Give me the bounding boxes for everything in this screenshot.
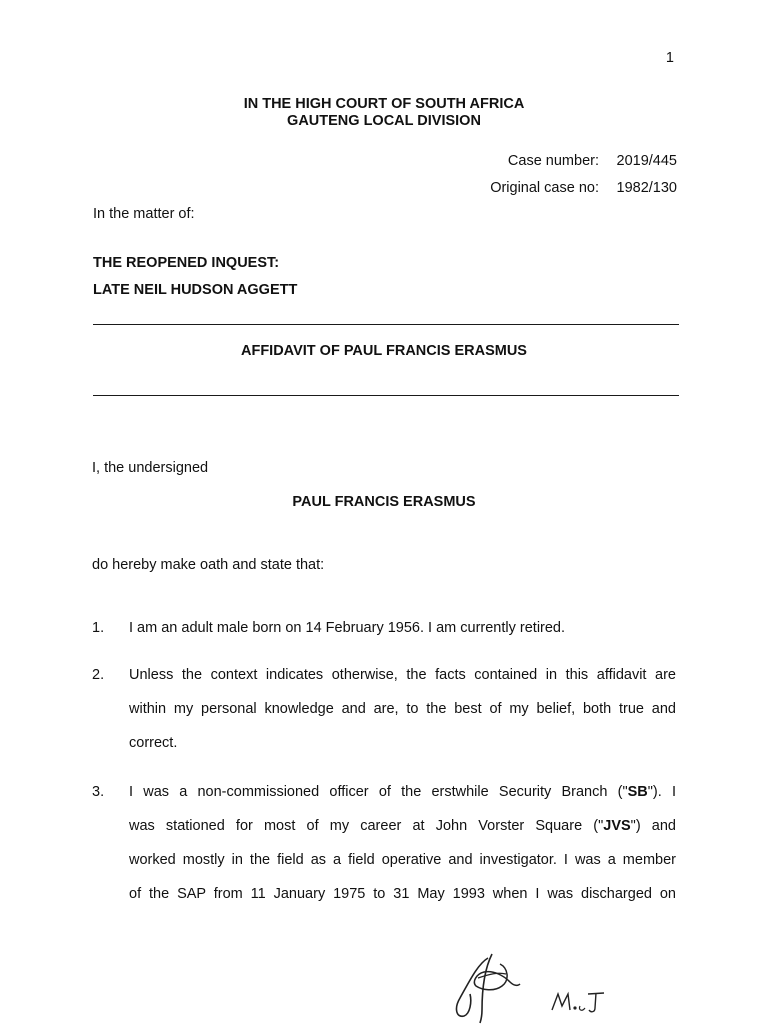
deponent-name: PAUL FRANCIS ERASMUS xyxy=(292,494,476,510)
oath-intro: do hereby make oath and state that: xyxy=(92,557,325,573)
text-run: "). I xyxy=(647,784,677,800)
paragraph-body xyxy=(129,775,676,911)
paragraph-number: 3. xyxy=(92,784,105,800)
text-run: I was a non-commissioned officer of the erstwhile Security Branch (" xyxy=(129,784,628,800)
matter-title: THE REOPENED INQUEST: xyxy=(93,255,280,271)
document-title: AFFIDAVIT OF PAUL FRANCIS ERASMUS xyxy=(241,343,527,359)
paragraph-number: 1. xyxy=(92,620,105,636)
paragraph-line: Unless the context indicates otherwise, the facts contained in this affidavit are xyxy=(129,667,676,683)
case-number-label: Case number: xyxy=(507,153,599,169)
defined-term: JVS xyxy=(603,818,631,834)
text-run: was stationed for most of my career at John Vorster Square (" xyxy=(129,818,604,834)
paragraph-line: correct. xyxy=(129,735,178,751)
undersigned-intro: I, the undersigned xyxy=(92,460,209,476)
page-number: 1 xyxy=(665,50,674,66)
defined-term: SB xyxy=(627,784,648,800)
paragraph-line xyxy=(129,775,676,809)
initials-image xyxy=(548,988,608,1016)
paragraph-line: of the SAP from 11 January 1975 to 31 May 1993 when I was discharged on xyxy=(129,886,676,902)
original-case-value: 1982/130 xyxy=(616,180,677,196)
court-name: IN THE HIGH COURT OF SOUTH AFRICA xyxy=(243,96,525,112)
bottom-divider xyxy=(93,395,679,396)
paragraph-line: worked mostly in the field as a field operative and investigator. I was a member xyxy=(129,852,676,868)
text-run: ") and xyxy=(630,818,676,834)
signature-image xyxy=(448,950,528,1024)
matter-deceased: LATE NEIL HUDSON AGGETT xyxy=(93,282,298,298)
top-divider xyxy=(93,324,679,325)
original-case-label: Original case no: xyxy=(490,180,599,196)
paragraph-number: 2. xyxy=(92,667,105,683)
paragraph-line xyxy=(129,809,676,843)
paragraph-line: within my personal knowledge and are, to the best of my belief, both true and xyxy=(129,701,676,717)
matter-intro: In the matter of: xyxy=(93,206,195,222)
paragraph-body xyxy=(129,658,676,760)
paragraph-line: I am an adult male born on 14 February 1956. I am currently retired. xyxy=(129,620,566,636)
case-number-value: 2019/445 xyxy=(616,153,677,169)
court-division: GAUTENG LOCAL DIVISION xyxy=(287,113,481,129)
